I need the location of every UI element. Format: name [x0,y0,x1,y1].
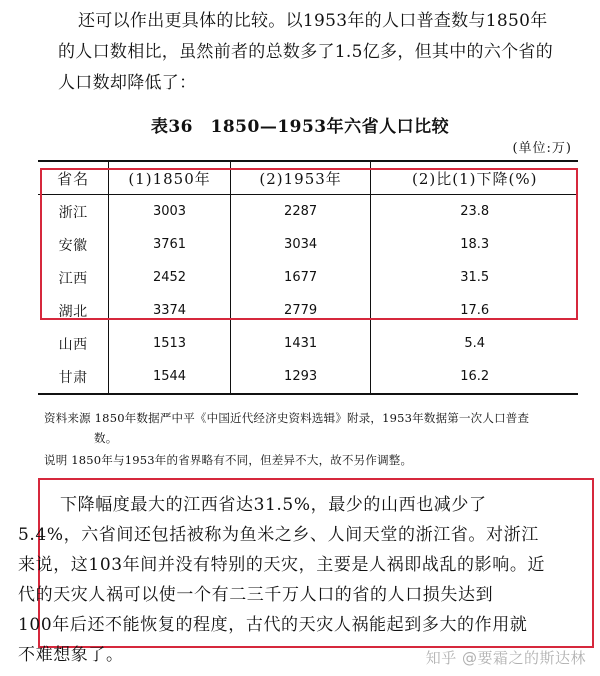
remark-note: 说明 1850年与1953年的省界略有不同，但差异不大，故不另作调整。 [44,453,413,467]
table-row [38,261,578,294]
paragraph-line: 来说，这103年间并没有特别的天灾，主要是人祸即战乱的影响。近 [18,555,546,575]
intro-line: 人口数却降低了： [58,73,197,93]
cell-province: 江西 [58,270,88,287]
table-title: 表36 1850—1953年六省人口比较 [150,117,450,137]
table-row [38,294,578,327]
cell-province: 安徽 [58,237,88,254]
cell-1953: 2287 [230,195,371,229]
cell-1953: 3034 [230,228,371,261]
source-note: 资料来源 1850年数据严中平《中国近代经济史资料选辑》附录，1953年数据第一次人口普查 [44,411,530,425]
cell-1850: 3761 [109,228,230,261]
analysis-paragraph [18,490,590,670]
cell-decline: 17.6 [371,294,578,327]
paragraph-line: 下降幅度最大的江西省达31.5%，最少的山西也减少了 [60,495,487,515]
intro-line: 的人口数相比，虽然前者的总数多了1.5亿多，但其中的六个省的 [58,42,554,62]
population-table [38,160,578,395]
cell-1850: 2452 [109,261,230,294]
table-row [38,360,578,394]
cell-decline: 31.5 [371,261,578,294]
cell-province: 湖北 [58,303,88,320]
table-row [38,195,578,229]
cell-decline: 18.3 [371,228,578,261]
cell-province: 甘肃 [58,369,88,386]
cell-decline: 5.4 [371,327,578,360]
paragraph-line: 5.4%，六省间还包括被称为鱼米之乡、人间天堂的浙江省。对浙江 [18,525,539,545]
paragraph-line: 不难想象了。 [18,645,124,665]
header-province: 省名 [57,169,90,188]
watermark: 知乎 @要霜之的斯达林 [425,649,586,667]
table-row [38,228,578,261]
cell-1953: 2779 [230,294,371,327]
intro-line: 还可以作出更具体的比较。以1953年的人口普查数与1850年 [78,11,548,31]
table-header-row [38,161,578,195]
paragraph-line: 100年后还不能恢复的程度，古代的天灾人祸能起到多大的作用就 [18,615,528,635]
table-row [38,327,578,360]
cell-decline: 23.8 [371,195,578,229]
intro-paragraph [58,6,578,99]
cell-1850: 3003 [109,195,230,229]
table-unit: (单位:万) [512,141,572,156]
cell-1953: 1677 [230,261,371,294]
header-decline: (2)比(1)下降(%) [371,161,578,195]
cell-1953: 1293 [230,360,371,394]
cell-1850: 3374 [109,294,230,327]
paragraph-line: 代的天灾人祸可以使一个有二三千万人口的省的人口损失达到 [18,585,494,605]
cell-1850: 1544 [109,360,230,394]
header-1850: (1)1850年 [109,161,230,195]
table-notes [44,408,584,470]
cell-province: 浙江 [58,204,88,221]
cell-decline: 16.2 [371,360,578,394]
population-table-container [38,160,578,395]
cell-1850: 1513 [109,327,230,360]
header-1953: (2)1953年 [230,161,371,195]
cell-1953: 1431 [230,327,371,360]
cell-province: 山西 [58,336,88,353]
source-note-continued: 数。 [94,431,118,445]
